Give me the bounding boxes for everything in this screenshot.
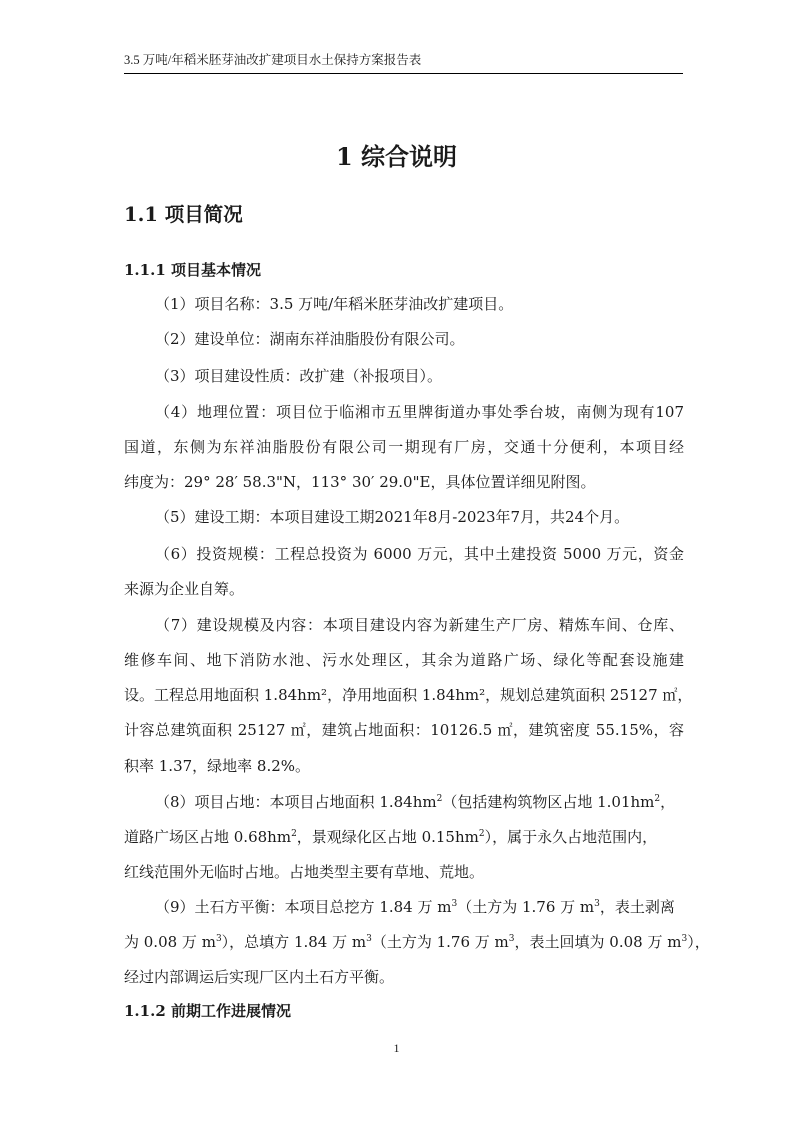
paragraph-location-line: 国道，东侧为东祥油脂股份有限公司一期现有厂房，交通十分便利，本项目经 [124,438,684,456]
paragraph-land-use-line: 红线范围外无临时占地。占地类型主要有草地、荒地。 [124,863,485,881]
paragraph-earthwork-line: 为 0.08 万 $m^3$），总填方 1.84 万 $m^3$（土方为 1.76 万 $m^3$，表土回填为 0.08 万 $m^3$）， [124,933,710,951]
paragraph-project-name: （1）项目名称：3.5 万吨/年稻米胚芽油改扩建项目。 [155,295,514,313]
paragraph-scale-line: 维修车间、地下消防水池、污水处理区，其余为道路广场、绿化等配套设施建 [124,651,684,669]
paragraph-scale-line: 计容总建筑面积 25127 ㎡，建筑占地面积：10126.5 ㎡，建筑密度 55.15%，容 [124,721,684,739]
paragraph-schedule: （5）建设工期：本项目建设工期2021年8月-2023年7月，共24个月。 [155,508,630,526]
paragraph-investment-line: 来源为企业自筹。 [124,580,245,598]
paragraph-land-use-line: （8）项目占地：本项目占地面积 $1.84hm^2$（包括建构筑物区占地 $1.01hm^2$， [155,793,676,811]
paragraph-location-line: （4）地理位置：项目位于临湘市五里牌街道办事处季台坡，南侧为现有107 [155,403,684,421]
section-title: 1.1 项目简况 [124,203,243,226]
paragraph-earthwork-line: （9）土石方平衡：本项目总挖方 1.84 万 $m^3$（土方为 1.76 万 $m^3$，表土剥离 [155,898,675,916]
paragraph-land-use-line: 道路广场区占地 $0.68hm^2$，景观绿化区占地 $0.15hm^2$），属于永久占地范围内， [124,828,658,846]
subsection-title-preliminary-work: 1.1.2 前期工作进展情况 [124,1002,291,1020]
paragraph-construction-nature: （3）项目建设性质：改扩建（补报项目）。 [155,367,443,385]
header-divider [124,73,683,74]
paragraph-construction-unit: （2）建设单位：湖南东祥油脂股份有限公司。 [155,330,465,348]
subsection-title-basic-info: 1.1.1 项目基本情况 [124,261,261,279]
paragraph-earthwork-line: 经过内部调运后实现厂区内土石方平衡。 [124,968,395,986]
paragraph-scale-line: 积率 1.37，绿地率 8.2%。 [124,757,311,775]
paragraph-location-line: 纬度为：29° 28′ 58.3"N，113° 30′ 29.0"E，具体位置详细见附图。 [124,473,596,491]
paragraph-scale-line: （7）建设规模及内容：本项目建设内容为新建生产厂房、精炼车间、仓库、 [155,616,684,634]
paragraph-investment-line: （6）投资规模：工程总投资为 6000 万元，其中土建投资 5000 万元，资金 [155,545,684,563]
chapter-title: 1 综合说明 [335,142,458,171]
page-number: 1 [393,1041,400,1055]
paragraph-scale-line: 设。工程总用地面积 1.84hm²，净用地面积 1.84hm²，规划总建筑面积 25127 ㎡， [124,686,693,704]
running-header: 3.5 万吨/年稻米胚芽油改扩建项目水土保持方案报告表 [124,53,422,67]
